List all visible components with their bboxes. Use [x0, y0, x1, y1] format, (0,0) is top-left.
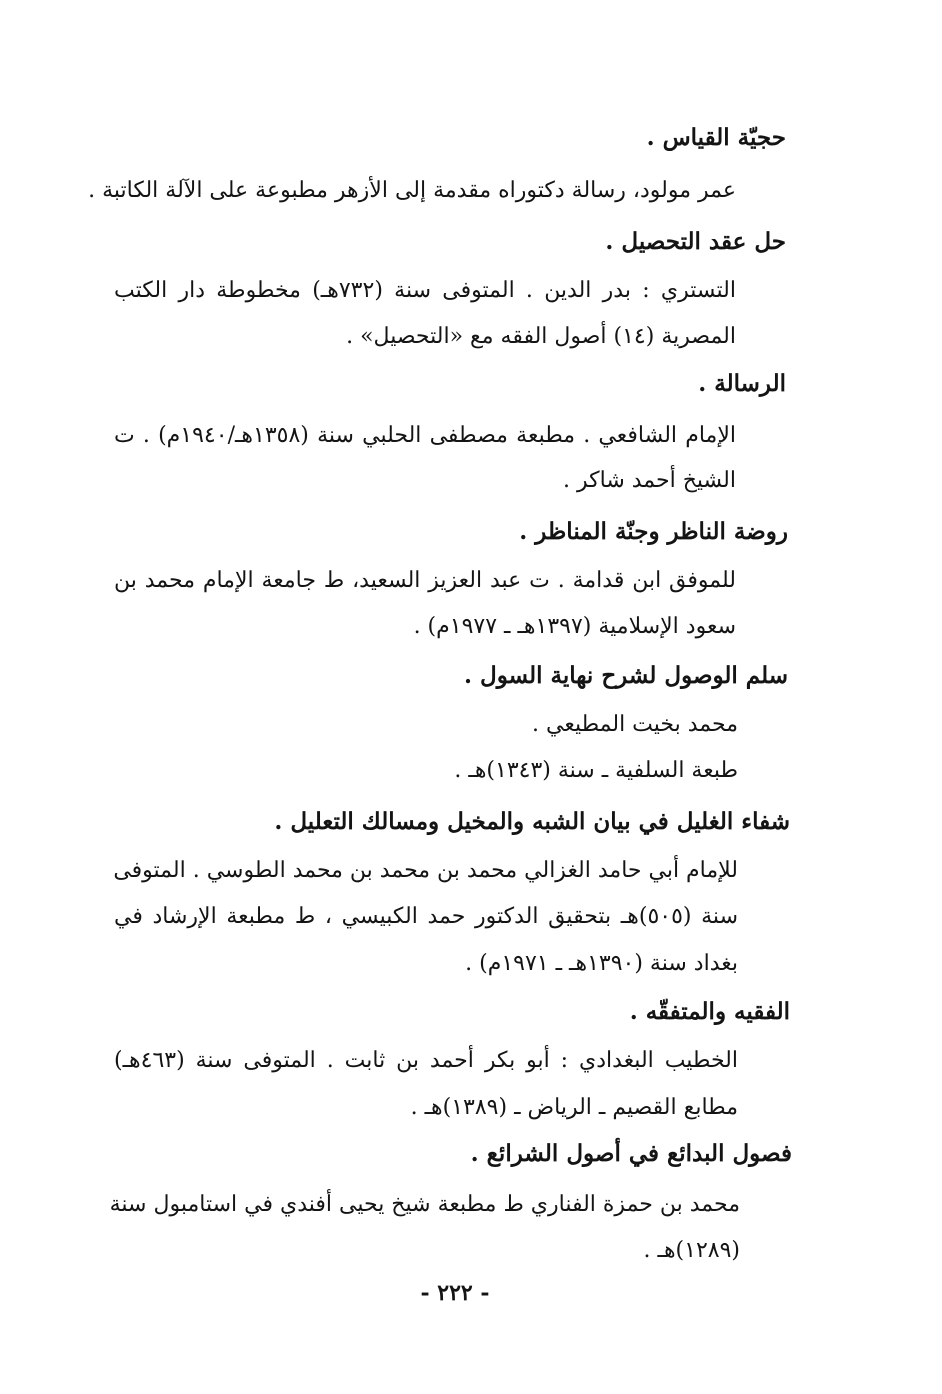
entry-line: محمد بن حمزة الفناري ط مطبعة شيخ يحيى أفندي في استامبول سنة [109, 1192, 740, 1217]
entry-line: للموفق ابن قدامة . ت عبد العزيز السعيد، ط جامعة الإمام محمد بن [114, 568, 736, 593]
entry-line: سنة (٥٠٥)هـ بتحقيق الدكتور حمد الكبيسي ، ط مطبعة الإرشاد في [114, 904, 739, 929]
entry-line: التستري : بدر الدين . المتوفى سنة (٧٣٢هـ) مخطوطة دار الكتب [114, 278, 736, 303]
entry-title: الرسالة . [698, 370, 786, 397]
entry-line: للإمام أبي حامد الغزالي محمد بن محمد بن محمد الطوسي . المتوفى [113, 858, 738, 883]
page-number: - ٢٢٢ - [420, 1280, 490, 1306]
entry-line: الشيخ أحمد شاكر . [563, 468, 736, 493]
entry-title: حل عقد التحصيل . [605, 228, 786, 255]
entry-line: (١٢٨٩)هـ . [643, 1238, 740, 1263]
entry-title: روضة الناظر وجنّة المناظر . [519, 518, 788, 545]
entry-line: بغداد سنة (١٣٩٠هـ ـ ١٩٧١م) . [465, 951, 738, 976]
entry-title: شفاء الغليل في بيان الشبه والمخيل ومسالك التعليل . [274, 808, 790, 835]
entry-title: الفقيه والمتفقّه . [629, 998, 790, 1025]
entry-line: طبعة السلفية ـ سنة (١٣٤٣)هـ . [454, 758, 738, 783]
entry-line: مطابع القصيم ـ الرياض ـ (١٣٨٩)هـ . [410, 1095, 738, 1120]
entry-title: حجيّة القياس . [646, 124, 786, 151]
entry-title: فصول البدائع في أصول الشرائع . [470, 1140, 792, 1167]
entry-line: محمد بخيت المطيعي . [532, 712, 738, 737]
entry-line: الخطيب البغدادي : أبو بكر أحمد بن ثابت . المتوفى سنة (٤٦٣هـ) [114, 1048, 738, 1073]
entry-line: الإمام الشافعي . مطبعة مصطفى الحلبي سنة (١٣٥٨هـ/١٩٤٠م) . ت [114, 423, 736, 448]
entry-title: سلم الوصول لشرح نهاية السول . [464, 662, 788, 689]
entry-line: سعود الإسلامية (١٣٩٧هـ ـ ١٩٧٧م) . [413, 614, 736, 639]
entry-line: المصرية (١٤) أصول الفقه مع «التحصيل» . [346, 324, 736, 349]
entry-line: عمر مولود، رسالة دكتوراه مقدمة إلى الأزهر مطبوعة على الآلة الكاتبة . [88, 178, 736, 203]
